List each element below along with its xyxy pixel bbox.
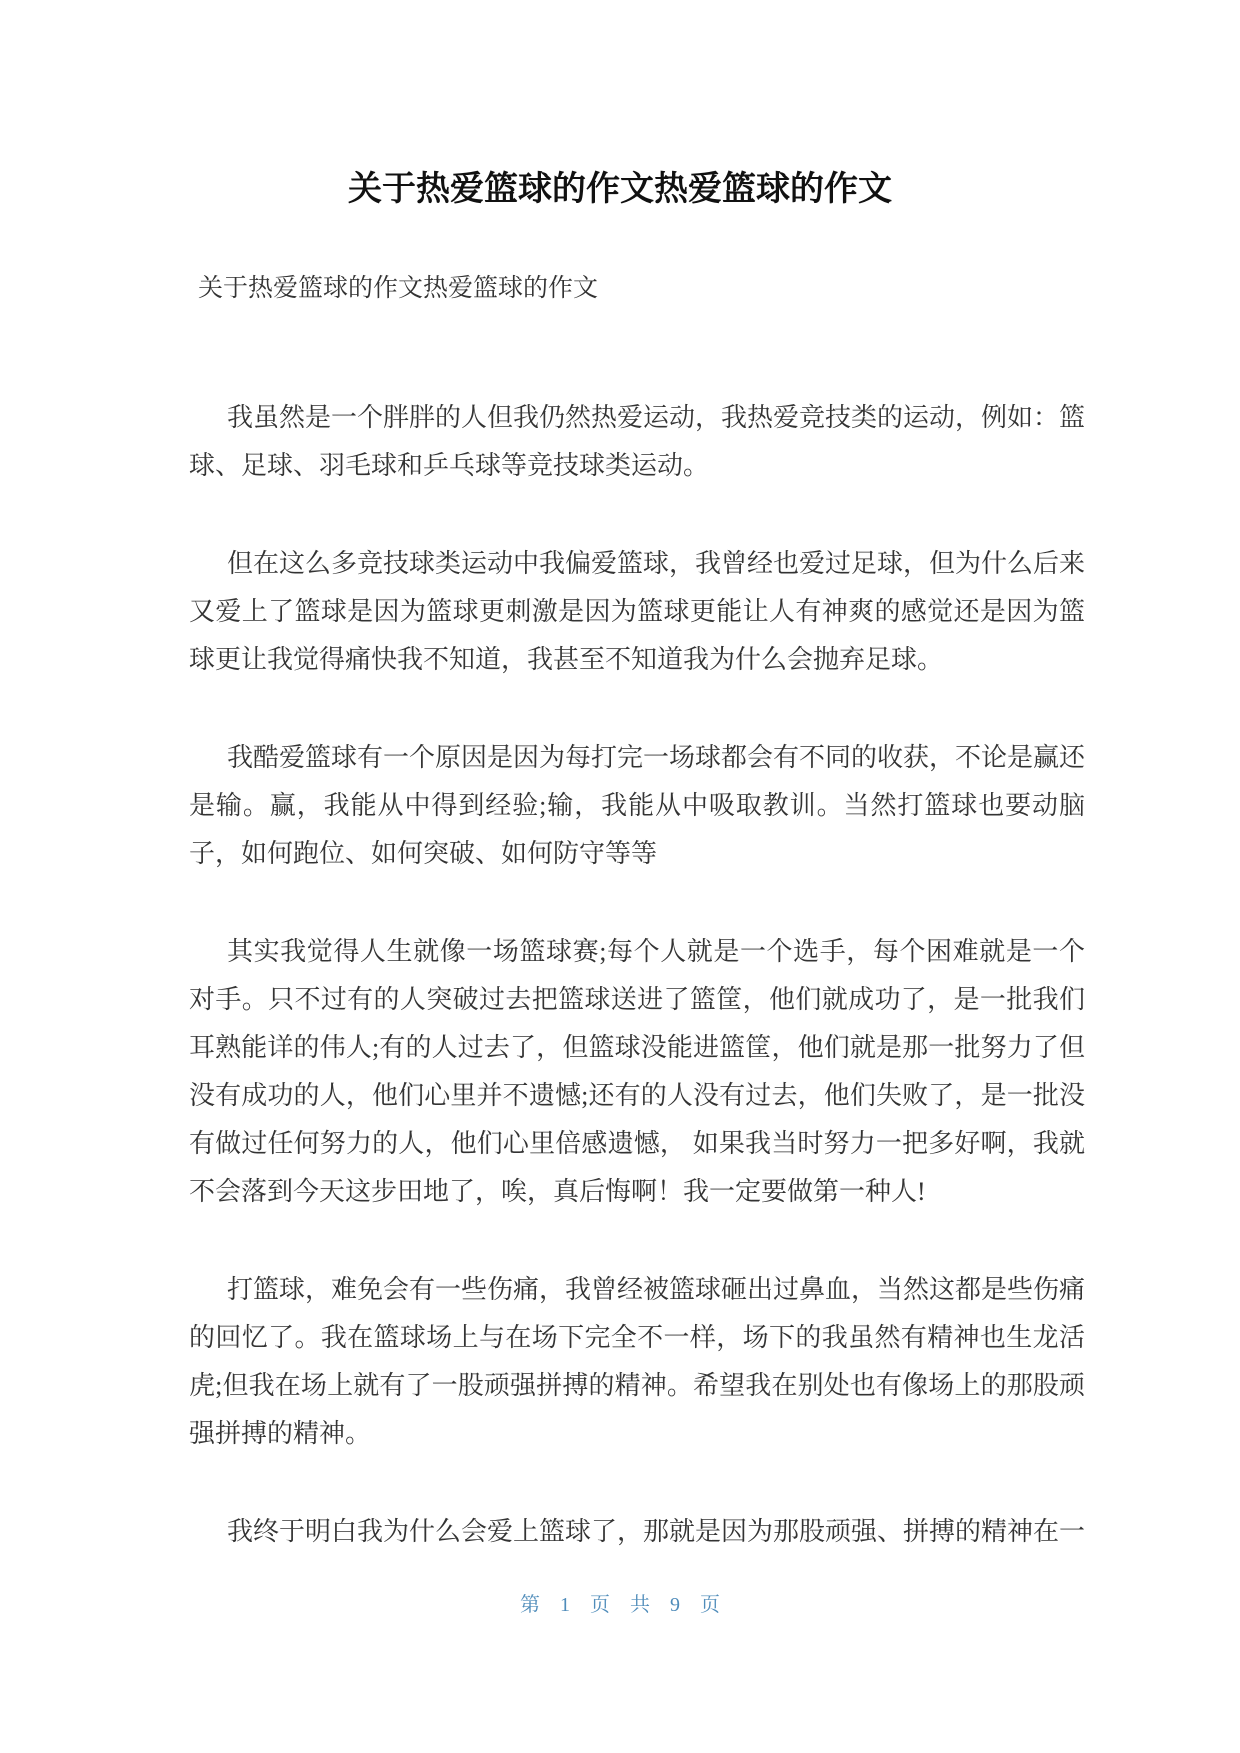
footer-label-conj: 共 (630, 1594, 650, 1616)
page-number-current: 1 (560, 1594, 570, 1616)
footer-label-prefix: 第 (520, 1594, 540, 1616)
body-paragraph-2: 但在这么多竞技球类运动中我偏爱篮球，我曾经也爱过足球，但为什么后来又爱上了篮球是因为篮球更刺激是因为篮球更能让人有神爽的感觉还是因为篮球更让我觉得痛快我不知道，我甚至不知道我为什么会抛弃足球。 (189, 549, 1086, 674)
body-paragraph-5: 打篮球，难免会有一些伤痛，我曾经被篮球砸出过鼻血，当然这都是些伤痛的回忆了。我在篮球场上与在场下完全不一样，场下的我虽然有精神也生龙活虎;但我在场上就有了一股顽强拼搏的精神。希望我在别处也有像场上的那股顽强拼搏的精神。 (189, 1275, 1086, 1448)
document-title: 关于热爱篮球的作文热爱篮球的作文 (348, 170, 892, 208)
footer-label-unit1: 页 (590, 1594, 610, 1616)
page-count-total: 9 (670, 1594, 680, 1616)
body-paragraph-3: 我酷爱篮球有一个原因是因为每打完一场球都会有不同的收获，不论是赢还是输。赢，我能从中得到经验;输，我能从中吸取教训。当然打篮球也要动脑子，如何跑位、如何突破、如何防守等等 (189, 743, 1086, 868)
page-number-footer (0, 1592, 1240, 1618)
body-paragraph-6: 我终于明白我为什么会爱上篮球了，那就是因为那股顽强、拼搏的精神在一 (227, 1517, 1086, 1546)
footer-label-unit2: 页 (700, 1594, 720, 1616)
document-subtitle: 关于热爱篮球的作文热爱篮球的作文 (198, 275, 599, 302)
document-body (189, 394, 1085, 1556)
body-paragraph-4: 其实我觉得人生就像一场篮球赛;每个人就是一个选手，每个困难就是一个对手。只不过有的人突破过去把篮球送进了篮筐，他们就成功了，是一批我们耳熟能详的伟人;有的人过去了，但篮球没能进篮筐，他们就是那一批努力了但没有成功的人，他们心里并不遗憾;还有的人没有过去，他们失败了，是一批没有做过任何努力的人，他们心里倍感遗憾， 如果我当时努力一把多好啊，我就不会落到今天这步田地了，唉，真后悔啊！我一定要做第一种人! (189, 937, 1085, 1206)
body-paragraph-1: 我虽然是一个胖胖的人但我仍然热爱运动，我热爱竞技类的运动，例如：篮球、足球、羽毛球和乒乓球等竞技球类运动。 (189, 403, 1086, 480)
